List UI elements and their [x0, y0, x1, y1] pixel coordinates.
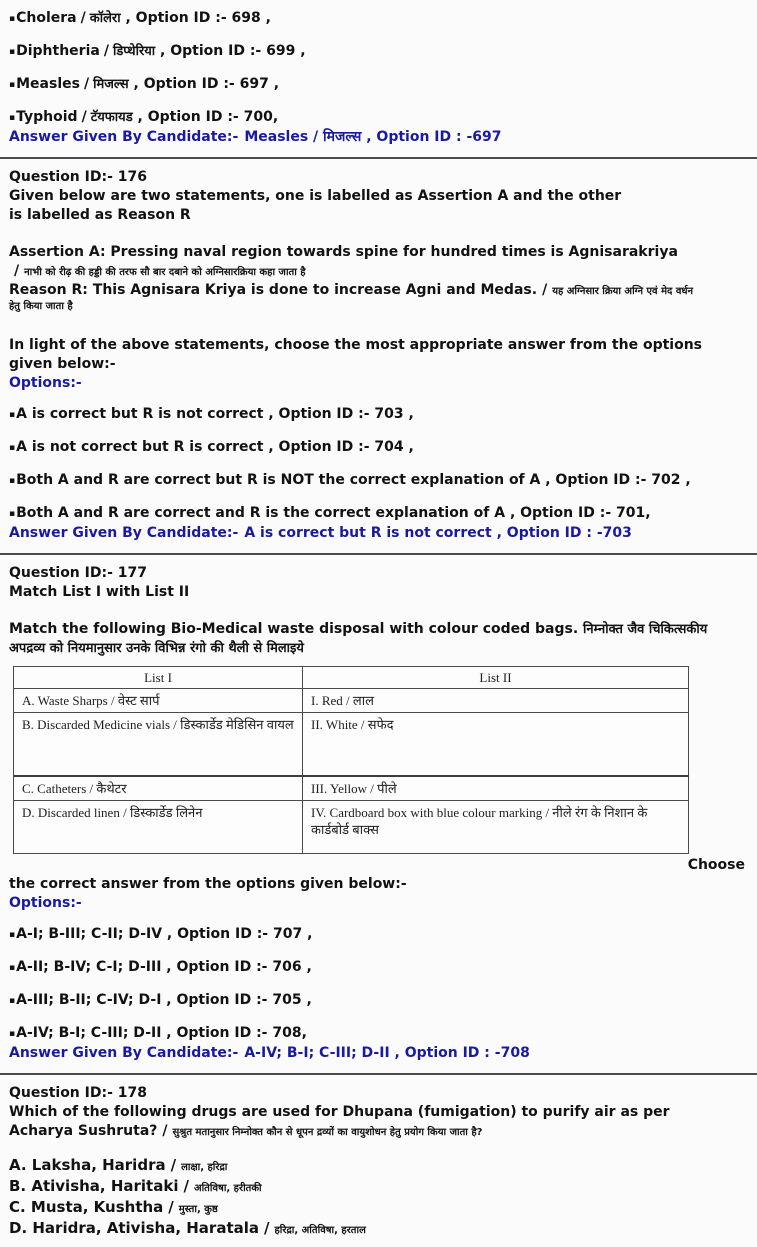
option-text: Both A and R are correct and R is the correct explanation of A , Option ID :- 701, — [16, 505, 651, 521]
option-text: A-IV; B-I; C-III; D-II , Option ID :- 708, — [16, 1025, 307, 1041]
bullet-icon: ▪ — [9, 113, 16, 123]
drug-text-hi: हरिद्रा, अतिविषा, हरताल — [274, 1225, 366, 1236]
drug-option-line — [9, 1197, 747, 1218]
answer-label: Answer Given By Candidate:- — [9, 129, 239, 145]
slash-separator: / — [14, 263, 20, 279]
drug-text-hi: मुस्ता, कुष्ठ — [178, 1204, 218, 1215]
option-line — [9, 991, 747, 1011]
option-line — [9, 438, 747, 458]
table-row-a — [14, 689, 689, 713]
table-cell: C. Catheters / कैथेटर — [14, 776, 303, 801]
table-cell: II. White / सफेद — [303, 713, 689, 777]
option-text-en: Cholera — [16, 10, 77, 26]
assertion-hindi-line — [9, 262, 747, 281]
option-id-text: , Option ID :- 699 , — [155, 43, 306, 59]
options-label: Options:- — [9, 895, 82, 911]
options-list — [9, 925, 747, 1044]
drug-options-list — [9, 1155, 747, 1239]
stem-text-en: Acharya Sushruta? — [9, 1123, 158, 1139]
bullet-icon: ▪ — [9, 1029, 16, 1039]
option-line — [9, 958, 747, 978]
drug-text-hi: अतिविषा, हरीतकी — [193, 1183, 262, 1194]
bullet-icon: ▪ — [9, 47, 16, 57]
drug-text-en: D. Haridra, Ativisha, Haratala — [9, 1219, 260, 1237]
option-text: A-I; B-III; C-II; D-IV , Option ID :- 707 , — [16, 926, 313, 942]
answer-line — [9, 524, 747, 543]
options-label: Options:- — [9, 375, 82, 391]
question-stem — [9, 620, 747, 658]
question-id: Question ID:- 177 — [9, 565, 147, 581]
option-text: A-III; B-II; C-IV; D-I , Option ID :- 705 , — [16, 992, 312, 1008]
option-text-hi: डिप्थेरिया — [112, 44, 156, 59]
slash-separator: / — [168, 1198, 174, 1216]
table-cell: B. Discarded Medicine vials / डिस्कार्डेड मेडिसिन वायल — [14, 713, 303, 777]
stem-text-hi: निम्नोक्त जैव चिकित्सकीय अपद्रव्य को नियमानुसार उनके विभिन्न रंगो की थैली से मिलाइये — [9, 622, 708, 656]
slash-separator: / — [81, 109, 87, 125]
option-line — [9, 42, 747, 62]
choose-word: Choose — [687, 857, 745, 873]
bullet-icon: ▪ — [9, 509, 16, 519]
bullet-icon: ▪ — [9, 476, 16, 486]
options-list — [9, 405, 747, 524]
stem-text-en: Match the following Bio-Medical waste disposal with colour coded bags. — [9, 621, 579, 637]
option-line — [9, 405, 747, 425]
match-list-table — [13, 666, 689, 854]
answer-text: A is correct but R is not correct , Option ID : -703 — [244, 525, 632, 541]
option-text: Both A and R are correct but R is NOT the correct explanation of A , Option ID :- 702 , — [16, 472, 691, 488]
table-header-list2: List II — [303, 667, 689, 689]
question-175-options-section — [9, 9, 747, 147]
drug-option-line — [9, 1218, 747, 1239]
section-divider — [0, 1073, 757, 1075]
answer-line — [9, 128, 747, 147]
closing-line: In light of the above statements, choose the most appropriate answer from the options given below:- — [9, 337, 703, 372]
drug-text-en: B. Ativisha, Haritaki — [9, 1177, 179, 1195]
question-177-section — [9, 564, 747, 1063]
option-text-en: Measles — [16, 76, 80, 92]
slash-separator: / — [103, 43, 109, 59]
option-text-hi: मिजल्स — [93, 77, 129, 92]
slash-separator: / — [162, 1123, 168, 1139]
option-id-text: , Option ID :- 697 , — [128, 76, 280, 92]
answer-label: Answer Given By Candidate:- — [9, 525, 239, 541]
option-text-en: Typhoid — [16, 109, 78, 125]
bullet-icon: ▪ — [9, 80, 16, 90]
option-text-hi: कॉलेरा — [89, 11, 121, 26]
reason-hindi-continued: हेतु किया जाता है — [9, 301, 73, 312]
table-cell: A. Waste Sharps / वेस्ट सार्प — [14, 689, 303, 713]
bullet-icon: ▪ — [9, 14, 16, 24]
answer-text: A-IV; B-I; C-III; D-II , Option ID : -708 — [244, 1045, 530, 1061]
table-row-d — [14, 801, 689, 854]
slash-separator: / — [83, 76, 90, 92]
bullet-icon: ▪ — [9, 930, 16, 940]
answer-line — [9, 1044, 747, 1063]
option-text: A-II; B-IV; C-I; D-III , Option ID :- 706 , — [16, 959, 312, 975]
option-text: A is correct but R is not correct , Option ID :- 703 , — [16, 406, 414, 422]
answer-text: Measles / मिजल्स , Option ID : -697 — [244, 129, 502, 145]
slash-separator: / — [542, 282, 548, 298]
table-cell: IV. Cardboard box with blue colour marking / नीले रंग के निशान के कार्डबोर्ड बाक्स — [303, 801, 689, 854]
question-stem-line2 — [9, 1122, 747, 1141]
bullet-icon: ▪ — [9, 963, 16, 973]
drug-text-en: C. Musta, Kushtha — [9, 1198, 164, 1216]
table-row-b — [14, 713, 689, 777]
question-id: Question ID:- 178 — [9, 1085, 147, 1101]
table-cell: III. Yellow / पीले — [303, 776, 689, 801]
section-divider — [0, 553, 757, 555]
table-header-row — [14, 667, 689, 689]
stem-text-hi: सुश्रुत मतानुसार निम्नोक्त कौन से धूपन द्रव्यों का वायुशोधन हेतु प्रयोग किया जाता है? — [172, 1127, 483, 1138]
bullet-icon: ▪ — [9, 443, 16, 453]
bullet-icon: ▪ — [9, 410, 16, 420]
option-line — [9, 75, 747, 95]
question-178-section — [9, 1084, 747, 1239]
option-text-en: Diphtheria — [16, 43, 100, 59]
slash-separator: / — [170, 1156, 177, 1174]
reason-line — [9, 281, 747, 300]
table-header-list1: List I — [14, 667, 303, 689]
slash-separator: / — [80, 10, 86, 26]
drug-option-line — [9, 1176, 747, 1197]
option-line — [9, 504, 747, 524]
question-id: Question ID:- 176 — [9, 169, 147, 185]
closing-line: the correct answer from the options given below:- — [9, 876, 407, 892]
question-intro-line1: Given below are two statements, one is labelled as Assertion A and the other — [9, 188, 622, 204]
option-id-text: , Option ID :- 698 , — [120, 10, 271, 26]
assertion-text-hi: नाभी को रीढ़ की हड्डी की तरफ सौ बार दबाने को अग्निसारक्रिया कहा जाता है — [24, 267, 306, 278]
question-stem-line1: Which of the following drugs are used for Dhupana (fumigation) to purify air as per — [9, 1104, 670, 1120]
option-line — [9, 471, 747, 491]
options-list — [9, 9, 747, 128]
option-line — [9, 108, 747, 128]
table-row-c — [14, 776, 689, 801]
drug-option-line — [9, 1155, 747, 1176]
question-176-section — [9, 168, 747, 543]
question-intro-line2: is labelled as Reason R — [9, 207, 191, 223]
option-line — [9, 9, 747, 29]
option-text-hi: टॅयफायड — [90, 110, 133, 125]
reason-text-en: Reason R: This Agnisara Kriya is done to increase Agni and Medas. — [9, 282, 538, 298]
table-cell: D. Discarded linen / डिस्कार्डेड लिनेन — [14, 801, 303, 854]
drug-text-en: A. Laksha, Haridra — [9, 1156, 166, 1174]
section-divider — [0, 157, 757, 159]
option-text: A is not correct but R is correct , Option ID :- 704 , — [16, 439, 414, 455]
option-line — [9, 1024, 747, 1044]
slash-separator: / — [264, 1219, 270, 1237]
reason-text-hi: यह अग्निसार क्रिया अग्नि एवं मेद वर्धन — [552, 286, 694, 297]
bullet-icon: ▪ — [9, 996, 16, 1006]
drug-text-hi: लाक्षा, हरिद्रा — [181, 1162, 228, 1173]
question-subtitle: Match List I with List II — [9, 584, 190, 600]
assertion-line: Assertion A: Pressing naval region towards spine for hundred times is Agnisarakriya — [9, 244, 678, 260]
answer-label: Answer Given By Candidate:- — [9, 1045, 239, 1061]
option-id-text: , Option ID :- 700, — [132, 109, 279, 125]
slash-separator: / — [183, 1177, 189, 1195]
table-cell: I. Red / लाल — [303, 689, 689, 713]
option-line — [9, 925, 747, 945]
